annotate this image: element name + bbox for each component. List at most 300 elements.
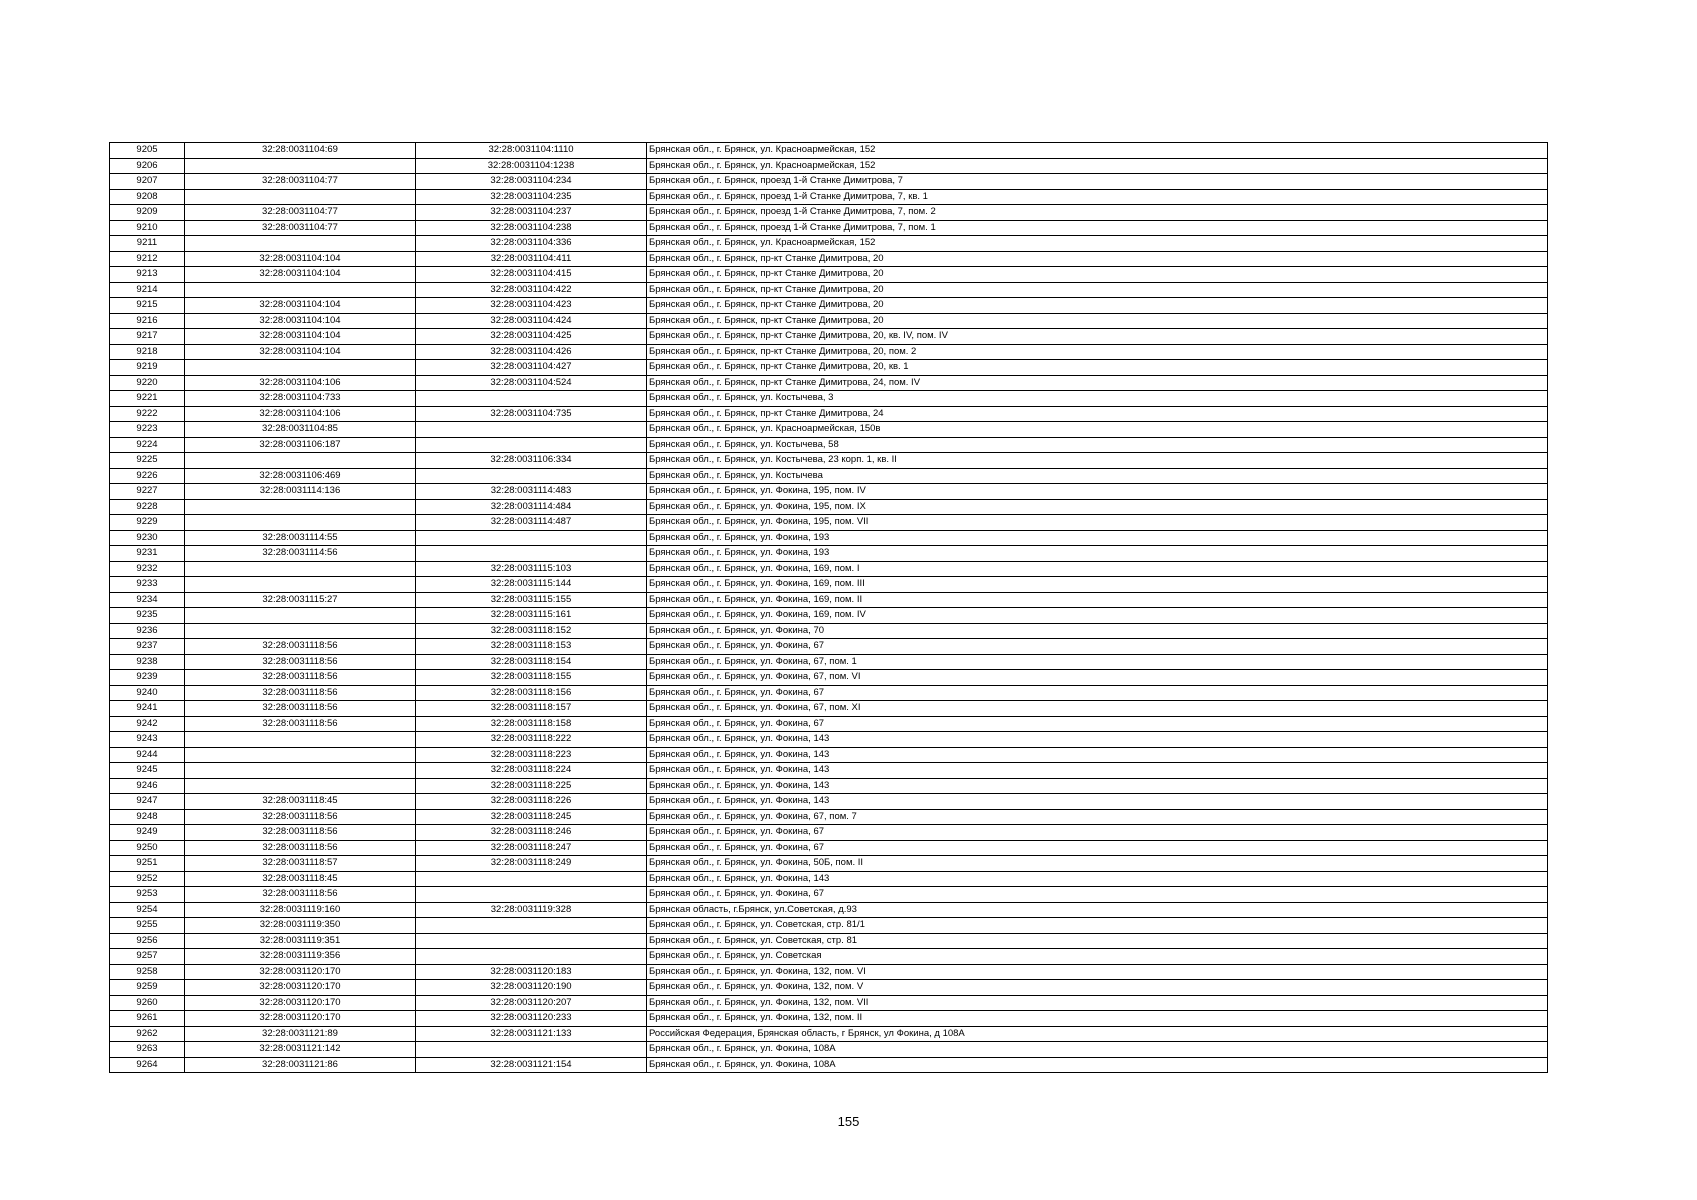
object-number-cell: 32:28:0031104:238 xyxy=(416,220,647,236)
parcel-number-cell: 32:28:0031106:187 xyxy=(185,437,416,453)
object-number-cell: 32:28:0031118:226 xyxy=(416,794,647,810)
row-number-cell: 9211 xyxy=(110,236,185,252)
parcel-number-cell xyxy=(185,747,416,763)
table-row xyxy=(110,484,1548,500)
address-cell: Брянская обл., г. Брянск, ул. Фокина, 132, пом. VI xyxy=(647,964,1548,980)
table-row xyxy=(110,685,1548,701)
parcel-number-cell xyxy=(185,360,416,376)
table-row xyxy=(110,763,1548,779)
table-row xyxy=(110,422,1548,438)
address-cell: Брянская обл., г. Брянск, проезд 1-й Станке Димитрова, 7, кв. 1 xyxy=(647,189,1548,205)
table-row xyxy=(110,530,1548,546)
address-cell: Брянская обл., г. Брянск, ул. Фокина, 143 xyxy=(647,747,1548,763)
object-number-cell: 32:28:0031118:245 xyxy=(416,809,647,825)
table-row xyxy=(110,592,1548,608)
row-number-cell: 9221 xyxy=(110,391,185,407)
address-cell: Брянская обл., г. Брянск, ул. Фокина, 169, пом. III xyxy=(647,577,1548,593)
row-number-cell: 9240 xyxy=(110,685,185,701)
parcel-number-cell: 32:28:0031104:104 xyxy=(185,329,416,345)
table-row xyxy=(110,747,1548,763)
object-number-cell: 32:28:0031104:336 xyxy=(416,236,647,252)
table-row xyxy=(110,577,1548,593)
object-number-cell: 32:28:0031120:183 xyxy=(416,964,647,980)
address-cell: Брянская обл., г. Брянск, ул. Фокина, 169, пом. II xyxy=(647,592,1548,608)
address-cell: Брянская обл., г. Брянск, ул. Фокина, 67, пом. XI xyxy=(647,701,1548,717)
object-number-cell: 32:28:0031104:237 xyxy=(416,205,647,221)
table-row xyxy=(110,778,1548,794)
parcel-number-cell: 32:28:0031104:106 xyxy=(185,406,416,422)
table-row xyxy=(110,1011,1548,1027)
address-cell: Брянская обл., г. Брянск, ул. Фокина, 67, пом. 1 xyxy=(647,654,1548,670)
address-cell: Брянская обл., г. Брянск, ул. Фокина, 67 xyxy=(647,840,1548,856)
address-cell: Брянская обл., г. Брянск, ул. Фокина, 108А xyxy=(647,1057,1548,1073)
row-number-cell: 9213 xyxy=(110,267,185,283)
address-cell: Брянская обл., г. Брянск, пр-кт Станке Димитрова, 24 xyxy=(647,406,1548,422)
address-cell: Брянская обл., г. Брянск, ул. Советская xyxy=(647,949,1548,965)
table-row xyxy=(110,143,1548,159)
address-cell: Брянская обл., г. Брянск, пр-кт Станке Димитрова, 20 xyxy=(647,313,1548,329)
parcel-number-cell: 32:28:0031118:56 xyxy=(185,670,416,686)
row-number-cell: 9261 xyxy=(110,1011,185,1027)
object-number-cell: 32:28:0031118:224 xyxy=(416,763,647,779)
address-cell: Брянская обл., г. Брянск, ул. Фокина, 143 xyxy=(647,732,1548,748)
parcel-number-cell: 32:28:0031106:469 xyxy=(185,468,416,484)
parcel-number-cell xyxy=(185,778,416,794)
table-row xyxy=(110,205,1548,221)
parcel-number-cell xyxy=(185,608,416,624)
parcel-number-cell: 32:28:0031104:85 xyxy=(185,422,416,438)
address-cell: Брянская обл., г. Брянск, ул. Красноармейская, 150в xyxy=(647,422,1548,438)
object-number-cell: 32:28:0031104:1110 xyxy=(416,143,647,159)
table-row xyxy=(110,608,1548,624)
address-cell: Брянская область, г.Брянск, ул.Советская, д.93 xyxy=(647,902,1548,918)
parcel-number-cell: 32:28:0031119:350 xyxy=(185,918,416,934)
object-number-cell: 32:28:0031104:427 xyxy=(416,360,647,376)
table-row xyxy=(110,499,1548,515)
parcel-number-cell: 32:28:0031104:104 xyxy=(185,344,416,360)
address-cell: Брянская обл., г. Брянск, ул. Красноармейская, 152 xyxy=(647,158,1548,174)
table-row xyxy=(110,561,1548,577)
object-number-cell xyxy=(416,437,647,453)
address-cell: Брянская обл., г. Брянск, проезд 1-й Станке Димитрова, 7 xyxy=(647,174,1548,190)
row-number-cell: 9252 xyxy=(110,871,185,887)
row-number-cell: 9256 xyxy=(110,933,185,949)
row-number-cell: 9259 xyxy=(110,980,185,996)
row-number-cell: 9212 xyxy=(110,251,185,267)
row-number-cell: 9253 xyxy=(110,887,185,903)
parcel-number-cell: 32:28:0031104:106 xyxy=(185,375,416,391)
row-number-cell: 9220 xyxy=(110,375,185,391)
row-number-cell: 9263 xyxy=(110,1042,185,1058)
object-number-cell: 32:28:0031120:233 xyxy=(416,1011,647,1027)
object-number-cell xyxy=(416,933,647,949)
address-cell: Брянская обл., г. Брянск, пр-кт Станке Димитрова, 20 xyxy=(647,282,1548,298)
parcel-number-cell: 32:28:0031104:104 xyxy=(185,313,416,329)
object-number-cell: 32:28:0031121:154 xyxy=(416,1057,647,1073)
object-number-cell xyxy=(416,871,647,887)
table-row xyxy=(110,856,1548,872)
parcel-number-cell: 32:28:0031118:57 xyxy=(185,856,416,872)
row-number-cell: 9228 xyxy=(110,499,185,515)
row-number-cell: 9241 xyxy=(110,701,185,717)
object-number-cell: 32:28:0031114:484 xyxy=(416,499,647,515)
address-cell: Брянская обл., г. Брянск, ул. Фокина, 169, пом. I xyxy=(647,561,1548,577)
parcel-number-cell: 32:28:0031114:136 xyxy=(185,484,416,500)
parcel-number-cell xyxy=(185,577,416,593)
parcel-number-cell xyxy=(185,236,416,252)
parcel-number-cell: 32:28:0031118:56 xyxy=(185,716,416,732)
table-row xyxy=(110,468,1548,484)
parcel-number-cell: 32:28:0031114:56 xyxy=(185,546,416,562)
table-row xyxy=(110,344,1548,360)
row-number-cell: 9235 xyxy=(110,608,185,624)
object-number-cell: 32:28:0031118:152 xyxy=(416,623,647,639)
object-number-cell: 32:28:0031104:524 xyxy=(416,375,647,391)
parcel-number-cell: 32:28:0031118:56 xyxy=(185,840,416,856)
parcel-number-cell: 32:28:0031120:170 xyxy=(185,964,416,980)
object-number-cell: 32:28:0031118:225 xyxy=(416,778,647,794)
parcel-number-cell: 32:28:0031104:77 xyxy=(185,220,416,236)
object-number-cell xyxy=(416,530,647,546)
parcel-number-cell: 32:28:0031121:89 xyxy=(185,1026,416,1042)
row-number-cell: 9260 xyxy=(110,995,185,1011)
parcel-number-cell: 32:28:0031104:69 xyxy=(185,143,416,159)
table-row xyxy=(110,933,1548,949)
object-number-cell: 32:28:0031115:161 xyxy=(416,608,647,624)
object-number-cell: 32:28:0031118:154 xyxy=(416,654,647,670)
parcel-number-cell: 32:28:0031114:55 xyxy=(185,530,416,546)
table-row xyxy=(110,375,1548,391)
row-number-cell: 9218 xyxy=(110,344,185,360)
parcel-number-cell xyxy=(185,499,416,515)
row-number-cell: 9264 xyxy=(110,1057,185,1073)
row-number-cell: 9214 xyxy=(110,282,185,298)
address-cell: Брянская обл., г. Брянск, пр-кт Станке Димитрова, 20 xyxy=(647,267,1548,283)
table-row xyxy=(110,1057,1548,1073)
parcel-number-cell: 32:28:0031104:104 xyxy=(185,251,416,267)
row-number-cell: 9258 xyxy=(110,964,185,980)
object-number-cell: 32:28:0031118:246 xyxy=(416,825,647,841)
object-number-cell: 32:28:0031106:334 xyxy=(416,453,647,469)
row-number-cell: 9242 xyxy=(110,716,185,732)
address-cell: Брянская обл., г. Брянск, ул. Фокина, 67, пом. 7 xyxy=(647,809,1548,825)
table-row xyxy=(110,453,1548,469)
row-number-cell: 9247 xyxy=(110,794,185,810)
row-number-cell: 9210 xyxy=(110,220,185,236)
object-number-cell: 32:28:0031121:133 xyxy=(416,1026,647,1042)
row-number-cell: 9250 xyxy=(110,840,185,856)
address-cell: Брянская обл., г. Брянск, ул. Красноармейская, 152 xyxy=(647,236,1548,252)
address-cell: Брянская обл., г. Брянск, ул. Фокина, 67 xyxy=(647,887,1548,903)
address-cell: Брянская обл., г. Брянск, проезд 1-й Станке Димитрова, 7, пом. 2 xyxy=(647,205,1548,221)
table-row xyxy=(110,329,1548,345)
table-row xyxy=(110,1026,1548,1042)
registry-table xyxy=(109,142,1548,1073)
object-number-cell xyxy=(416,1042,647,1058)
table-row xyxy=(110,1042,1548,1058)
row-number-cell: 9225 xyxy=(110,453,185,469)
table-row xyxy=(110,282,1548,298)
registry-table-body xyxy=(110,143,1548,1073)
address-cell: Брянская обл., г. Брянск, ул. Фокина, 143 xyxy=(647,794,1548,810)
object-number-cell: 32:28:0031118:158 xyxy=(416,716,647,732)
object-number-cell: 32:28:0031104:425 xyxy=(416,329,647,345)
table-row xyxy=(110,313,1548,329)
table-row xyxy=(110,825,1548,841)
table-row xyxy=(110,980,1548,996)
address-cell: Брянская обл., г. Брянск, ул. Фокина, 195, пом. VII xyxy=(647,515,1548,531)
object-number-cell: 32:28:0031104:235 xyxy=(416,189,647,205)
table-row xyxy=(110,794,1548,810)
object-number-cell: 32:28:0031104:411 xyxy=(416,251,647,267)
table-row xyxy=(110,840,1548,856)
row-number-cell: 9222 xyxy=(110,406,185,422)
parcel-number-cell: 32:28:0031118:56 xyxy=(185,825,416,841)
row-number-cell: 9239 xyxy=(110,670,185,686)
address-cell: Российская Федерация, Брянская область, г Брянск, ул Фокина, д 108А xyxy=(647,1026,1548,1042)
object-number-cell: 32:28:0031104:424 xyxy=(416,313,647,329)
object-number-cell xyxy=(416,546,647,562)
address-cell: Брянская обл., г. Брянск, ул. Фокина, 195, пом. IX xyxy=(647,499,1548,515)
parcel-number-cell xyxy=(185,623,416,639)
address-cell: Брянская обл., г. Брянск, проезд 1-й Станке Димитрова, 7, пом. 1 xyxy=(647,220,1548,236)
row-number-cell: 9219 xyxy=(110,360,185,376)
address-cell: Брянская обл., г. Брянск, ул. Костычева, 58 xyxy=(647,437,1548,453)
parcel-number-cell xyxy=(185,515,416,531)
object-number-cell: 32:28:0031118:247 xyxy=(416,840,647,856)
address-cell: Брянская обл., г. Брянск, ул. Фокина, 132, пом. VII xyxy=(647,995,1548,1011)
object-number-cell: 32:28:0031119:328 xyxy=(416,902,647,918)
parcel-number-cell: 32:28:0031118:56 xyxy=(185,809,416,825)
table-row xyxy=(110,871,1548,887)
parcel-number-cell: 32:28:0031118:56 xyxy=(185,639,416,655)
address-cell: Брянская обл., г. Брянск, ул. Советская, стр. 81/1 xyxy=(647,918,1548,934)
row-number-cell: 9248 xyxy=(110,809,185,825)
object-number-cell: 32:28:0031114:487 xyxy=(416,515,647,531)
parcel-number-cell xyxy=(185,189,416,205)
row-number-cell: 9255 xyxy=(110,918,185,934)
address-cell: Брянская обл., г. Брянск, ул. Советская, стр. 81 xyxy=(647,933,1548,949)
row-number-cell: 9257 xyxy=(110,949,185,965)
address-cell: Брянская обл., г. Брянск, пр-кт Станке Димитрова, 20 xyxy=(647,298,1548,314)
object-number-cell: 32:28:0031114:483 xyxy=(416,484,647,500)
parcel-number-cell: 32:28:0031104:733 xyxy=(185,391,416,407)
table-row xyxy=(110,391,1548,407)
parcel-number-cell: 32:28:0031118:56 xyxy=(185,685,416,701)
table-row xyxy=(110,437,1548,453)
object-number-cell xyxy=(416,887,647,903)
table-row xyxy=(110,298,1548,314)
table-row xyxy=(110,701,1548,717)
parcel-number-cell: 32:28:0031115:27 xyxy=(185,592,416,608)
parcel-number-cell: 32:28:0031119:160 xyxy=(185,902,416,918)
row-number-cell: 9217 xyxy=(110,329,185,345)
object-number-cell xyxy=(416,391,647,407)
address-cell: Брянская обл., г. Брянск, пр-кт Станке Димитрова, 20, кв. 1 xyxy=(647,360,1548,376)
parcel-number-cell: 32:28:0031120:170 xyxy=(185,1011,416,1027)
address-cell: Брянская обл., г. Брянск, ул. Фокина, 193 xyxy=(647,546,1548,562)
address-cell: Брянская обл., г. Брянск, ул. Красноармейская, 152 xyxy=(647,143,1548,159)
address-cell: Брянская обл., г. Брянск, ул. Костычева, 23 корп. 1, кв. II xyxy=(647,453,1548,469)
parcel-number-cell: 32:28:0031120:170 xyxy=(185,980,416,996)
table-row xyxy=(110,949,1548,965)
row-number-cell: 9208 xyxy=(110,189,185,205)
address-cell: Брянская обл., г. Брянск, ул. Фокина, 70 xyxy=(647,623,1548,639)
table-row xyxy=(110,546,1548,562)
address-cell: Брянская обл., г. Брянск, ул. Фокина, 143 xyxy=(647,763,1548,779)
parcel-number-cell: 32:28:0031118:45 xyxy=(185,794,416,810)
row-number-cell: 9216 xyxy=(110,313,185,329)
address-cell: Брянская обл., г. Брянск, ул. Фокина, 132, пом. V xyxy=(647,980,1548,996)
parcel-number-cell: 32:28:0031119:356 xyxy=(185,949,416,965)
object-number-cell xyxy=(416,422,647,438)
address-cell: Брянская обл., г. Брянск, пр-кт Станке Димитрова, 24, пом. IV xyxy=(647,375,1548,391)
table-row xyxy=(110,887,1548,903)
object-number-cell: 32:28:0031118:222 xyxy=(416,732,647,748)
table-row xyxy=(110,918,1548,934)
parcel-number-cell: 32:28:0031121:86 xyxy=(185,1057,416,1073)
parcel-number-cell: 32:28:0031121:142 xyxy=(185,1042,416,1058)
table-row xyxy=(110,189,1548,205)
row-number-cell: 9215 xyxy=(110,298,185,314)
row-number-cell: 9237 xyxy=(110,639,185,655)
parcel-number-cell xyxy=(185,282,416,298)
object-number-cell: 32:28:0031120:190 xyxy=(416,980,647,996)
address-cell: Брянская обл., г. Брянск, ул. Фокина, 132, пом. II xyxy=(647,1011,1548,1027)
row-number-cell: 9245 xyxy=(110,763,185,779)
parcel-number-cell: 32:28:0031119:351 xyxy=(185,933,416,949)
row-number-cell: 9254 xyxy=(110,902,185,918)
table-row xyxy=(110,964,1548,980)
table-row xyxy=(110,809,1548,825)
address-cell: Брянская обл., г. Брянск, ул. Фокина, 108А xyxy=(647,1042,1548,1058)
parcel-number-cell xyxy=(185,453,416,469)
table-row xyxy=(110,670,1548,686)
table-row xyxy=(110,236,1548,252)
object-number-cell xyxy=(416,468,647,484)
row-number-cell: 9224 xyxy=(110,437,185,453)
object-number-cell: 32:28:0031118:155 xyxy=(416,670,647,686)
object-number-cell: 32:28:0031118:153 xyxy=(416,639,647,655)
object-number-cell xyxy=(416,949,647,965)
row-number-cell: 9246 xyxy=(110,778,185,794)
object-number-cell: 32:28:0031120:207 xyxy=(416,995,647,1011)
object-number-cell: 32:28:0031115:144 xyxy=(416,577,647,593)
object-number-cell: 32:28:0031104:234 xyxy=(416,174,647,190)
parcel-number-cell: 32:28:0031104:77 xyxy=(185,174,416,190)
row-number-cell: 9227 xyxy=(110,484,185,500)
table-row xyxy=(110,220,1548,236)
page-number: 155 xyxy=(837,1114,860,1129)
parcel-number-cell xyxy=(185,732,416,748)
row-number-cell: 9233 xyxy=(110,577,185,593)
table-row xyxy=(110,360,1548,376)
address-cell: Брянская обл., г. Брянск, ул. Фокина, 193 xyxy=(647,530,1548,546)
parcel-number-cell xyxy=(185,763,416,779)
table-row xyxy=(110,623,1548,639)
object-number-cell: 32:28:0031115:103 xyxy=(416,561,647,577)
address-cell: Брянская обл., г. Брянск, пр-кт Станке Димитрова, 20 xyxy=(647,251,1548,267)
row-number-cell: 9229 xyxy=(110,515,185,531)
address-cell: Брянская обл., г. Брянск, ул. Фокина, 143 xyxy=(647,871,1548,887)
parcel-number-cell: 32:28:0031104:77 xyxy=(185,205,416,221)
address-cell: Брянская обл., г. Брянск, ул. Фокина, 67 xyxy=(647,639,1548,655)
object-number-cell: 32:28:0031104:423 xyxy=(416,298,647,314)
row-number-cell: 9207 xyxy=(110,174,185,190)
row-number-cell: 9206 xyxy=(110,158,185,174)
object-number-cell: 32:28:0031104:1238 xyxy=(416,158,647,174)
table-row xyxy=(110,158,1548,174)
row-number-cell: 9251 xyxy=(110,856,185,872)
address-cell: Брянская обл., г. Брянск, пр-кт Станке Димитрова, 20, кв. IV, пом. IV xyxy=(647,329,1548,345)
row-number-cell: 9262 xyxy=(110,1026,185,1042)
table-row xyxy=(110,406,1548,422)
parcel-number-cell: 32:28:0031118:56 xyxy=(185,654,416,670)
address-cell: Брянская обл., г. Брянск, пр-кт Станке Димитрова, 20, пом. 2 xyxy=(647,344,1548,360)
address-cell: Брянская обл., г. Брянск, ул. Фокина, 50Б, пом. II xyxy=(647,856,1548,872)
parcel-number-cell: 32:28:0031104:104 xyxy=(185,267,416,283)
address-cell: Брянская обл., г. Брянск, ул. Фокина, 195, пом. IV xyxy=(647,484,1548,500)
table-row xyxy=(110,515,1548,531)
row-number-cell: 9244 xyxy=(110,747,185,763)
table-row xyxy=(110,251,1548,267)
object-number-cell: 32:28:0031104:422 xyxy=(416,282,647,298)
parcel-number-cell: 32:28:0031118:45 xyxy=(185,871,416,887)
parcel-number-cell: 32:28:0031118:56 xyxy=(185,701,416,717)
table-row xyxy=(110,716,1548,732)
object-number-cell: 32:28:0031118:249 xyxy=(416,856,647,872)
address-cell: Брянская обл., г. Брянск, ул. Фокина, 67, пом. VI xyxy=(647,670,1548,686)
row-number-cell: 9226 xyxy=(110,468,185,484)
address-cell: Брянская обл., г. Брянск, ул. Фокина, 169, пом. IV xyxy=(647,608,1548,624)
table-row xyxy=(110,174,1548,190)
table-row xyxy=(110,902,1548,918)
row-number-cell: 9249 xyxy=(110,825,185,841)
parcel-number-cell xyxy=(185,158,416,174)
address-cell: Брянская обл., г. Брянск, ул. Костычева, 3 xyxy=(647,391,1548,407)
object-number-cell: 32:28:0031104:426 xyxy=(416,344,647,360)
table-row xyxy=(110,732,1548,748)
address-cell: Брянская обл., г. Брянск, ул. Фокина, 67 xyxy=(647,716,1548,732)
row-number-cell: 9238 xyxy=(110,654,185,670)
object-number-cell: 32:28:0031104:415 xyxy=(416,267,647,283)
table-row xyxy=(110,995,1548,1011)
parcel-number-cell xyxy=(185,561,416,577)
row-number-cell: 9232 xyxy=(110,561,185,577)
object-number-cell: 32:28:0031104:735 xyxy=(416,406,647,422)
row-number-cell: 9231 xyxy=(110,546,185,562)
row-number-cell: 9223 xyxy=(110,422,185,438)
row-number-cell: 9234 xyxy=(110,592,185,608)
row-number-cell: 9236 xyxy=(110,623,185,639)
address-cell: Брянская обл., г. Брянск, ул. Фокина, 143 xyxy=(647,778,1548,794)
table-row xyxy=(110,654,1548,670)
row-number-cell: 9209 xyxy=(110,205,185,221)
object-number-cell: 32:28:0031118:223 xyxy=(416,747,647,763)
address-cell: Брянская обл., г. Брянск, ул. Костычева xyxy=(647,468,1548,484)
row-number-cell: 9230 xyxy=(110,530,185,546)
address-cell: Брянская обл., г. Брянск, ул. Фокина, 67 xyxy=(647,825,1548,841)
table-row xyxy=(110,639,1548,655)
parcel-number-cell: 32:28:0031118:56 xyxy=(185,887,416,903)
object-number-cell: 32:28:0031115:155 xyxy=(416,592,647,608)
row-number-cell: 9205 xyxy=(110,143,185,159)
object-number-cell: 32:28:0031118:157 xyxy=(416,701,647,717)
object-number-cell: 32:28:0031118:156 xyxy=(416,685,647,701)
parcel-number-cell: 32:28:0031120:170 xyxy=(185,995,416,1011)
row-number-cell: 9243 xyxy=(110,732,185,748)
address-cell: Брянская обл., г. Брянск, ул. Фокина, 67 xyxy=(647,685,1548,701)
